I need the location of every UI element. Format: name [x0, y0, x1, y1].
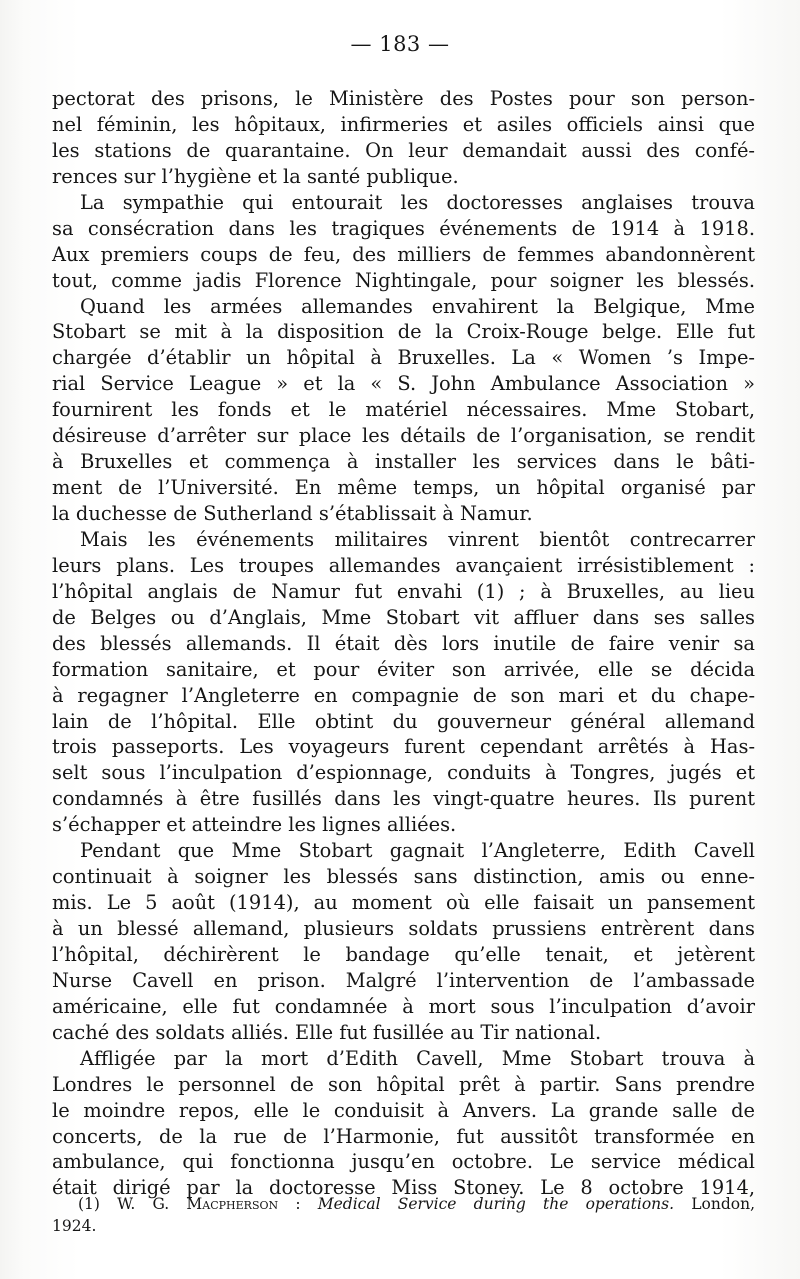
- footnote-place: London,: [674, 1195, 755, 1213]
- paragraph: [52, 294, 755, 527]
- text-line: l’hôpital, déchirèrent le bandage qu’elle tenait, et jetèrent: [52, 942, 755, 966]
- text-line: désireuse d’arrêter sur place les détails de l’organisation, se rendit: [52, 424, 755, 448]
- text-line: Affligée par la mort d’Edith Cavell, Mme Stobart trouva à: [80, 1046, 755, 1070]
- text-line: leurs plans. Les troupes allemandes avançaient irrésistiblement :: [52, 553, 755, 577]
- text-line: pectorat des prisons, le Ministère des Postes pour son person-: [52, 87, 755, 110]
- text-line: à Bruxelles et commença à installer les services dans le bâti-: [52, 450, 755, 474]
- text-line: la duchesse de Sutherland s’établissait à Namur.: [52, 502, 533, 525]
- text-line: Stobart se mit à la disposition de la Croix-Rouge belge. Elle fut: [52, 320, 755, 344]
- text-line: rial Service League » et la « S. John Ambulance Association »: [52, 372, 755, 396]
- text-line: ambulance, qui fonctionna jusqu’en octobre. Le service médical: [52, 1150, 755, 1174]
- text-line: mis. Le 5 août (1914), au moment où elle faisait un pansement: [52, 891, 755, 915]
- text-line: s’échapper et atteindre les lignes alliées.: [52, 813, 457, 837]
- text-line: continuait à soigner les blessés sans distinction, amis ou enne-: [52, 865, 755, 889]
- text-line: Londres le personnel de son hôpital prêt à partir. Sans prendre: [52, 1072, 755, 1096]
- text-line: rences sur l’hygiène et la santé publique.: [52, 164, 459, 188]
- text-line: à regagner l’Angleterre en compagnie de son mari et du chape-: [52, 683, 755, 707]
- text-line: concerts, de la rue de l’Harmonie, fut aussitôt transformée en: [52, 1124, 755, 1148]
- text-line: les stations de quarantaine. On leur demandait aussi des confé-: [52, 138, 755, 162]
- page-number: — 183 —: [350, 32, 450, 56]
- text-line: trois passeports. Les voyageurs furent cependant arrêtés à Has-: [52, 735, 755, 759]
- text-line: des blessés allemands. Il était dès lors inutile de faire venir sa: [52, 631, 755, 655]
- paragraph: [52, 86, 755, 190]
- text-line: Pendant que Mme Stobart gagnait l’Angleterre, Edith Cavell: [80, 839, 755, 863]
- body-text: [52, 86, 755, 1201]
- paragraph: [52, 527, 755, 838]
- text-line: Quand les armées allemandes envahirent la Belgique, Mme: [80, 294, 755, 318]
- text-line: sa consécration dans les tragiques événements de 1914 à 1918.: [52, 216, 755, 240]
- paragraph: [52, 838, 755, 1046]
- footnote-line: [52, 1193, 755, 1215]
- footnote-marker: (1) W. G.: [78, 1195, 170, 1213]
- footnote: [52, 1193, 755, 1237]
- text-line: formation sanitaire, et pour éviter son arrivée, elle se décida: [52, 657, 755, 681]
- footnote-separator: :: [278, 1195, 318, 1213]
- text-line: l’hôpital anglais de Namur fut envahi (1) ; à Bruxelles, au lieu: [52, 579, 755, 603]
- text-line: tout, comme jadis Florence Nightingale, pour soigner les blessés.: [52, 268, 755, 292]
- text-line: était dirigé par la doctoresse Miss Stoney. Le 8 octobre 1914,: [52, 1176, 755, 1200]
- text-line: caché des soldats alliés. Elle fut fusillée au Tir national.: [52, 1020, 602, 1044]
- text-line: nel féminin, les hôpitaux, infirmeries et asiles officiels ainsi que: [52, 112, 755, 136]
- text-line: chargée d’établir un hôpital à Bruxelles. La « Women ’s Impe-: [52, 346, 755, 370]
- text-line: de Belges ou d’Anglais, Mme Stobart vit affluer dans ses salles: [52, 605, 755, 629]
- text-line: à un blessé allemand, plusieurs soldats prussiens entrèrent dans: [52, 917, 755, 940]
- text-line: Mais les événements militaires vinrent bientôt contrecarrer: [80, 527, 755, 551]
- text-line: fournirent les fonds et le matériel nécessaires. Mme Stobart,: [52, 398, 755, 422]
- text-line: lain de l’hôpital. Elle obtint du gouverneur général allemand: [52, 709, 755, 733]
- footnote-year: 1924.: [52, 1217, 97, 1235]
- text-line: condamnés à être fusillés dans les vingt-quatre heures. Ils purent: [52, 787, 755, 811]
- text-line: Nurse Cavell en prison. Malgré l’intervention de l’ambassade: [52, 968, 755, 992]
- footnote-author: Macpherson: [186, 1195, 279, 1213]
- text-line: américaine, elle fut condamnée à mort sous l’inculpation d’avoir: [52, 994, 755, 1018]
- footnote-title: Medical Service during the operations.: [317, 1195, 675, 1213]
- text-line: le moindre repos, elle le conduisit à Anvers. La grande salle de: [52, 1098, 755, 1122]
- text-line: La sympathie qui entourait les doctoresses anglaises trouva: [80, 190, 755, 214]
- text-line: Aux premiers coups de feu, des milliers de femmes abandonnèrent: [52, 242, 755, 266]
- text-line: selt sous l’inculpation d’espionnage, conduits à Tongres, jugés et: [52, 761, 755, 785]
- text-line: ment de l’Université. En même temps, un hôpital organisé par: [52, 476, 755, 500]
- paragraph: [52, 1046, 755, 1202]
- paragraph: [52, 190, 755, 294]
